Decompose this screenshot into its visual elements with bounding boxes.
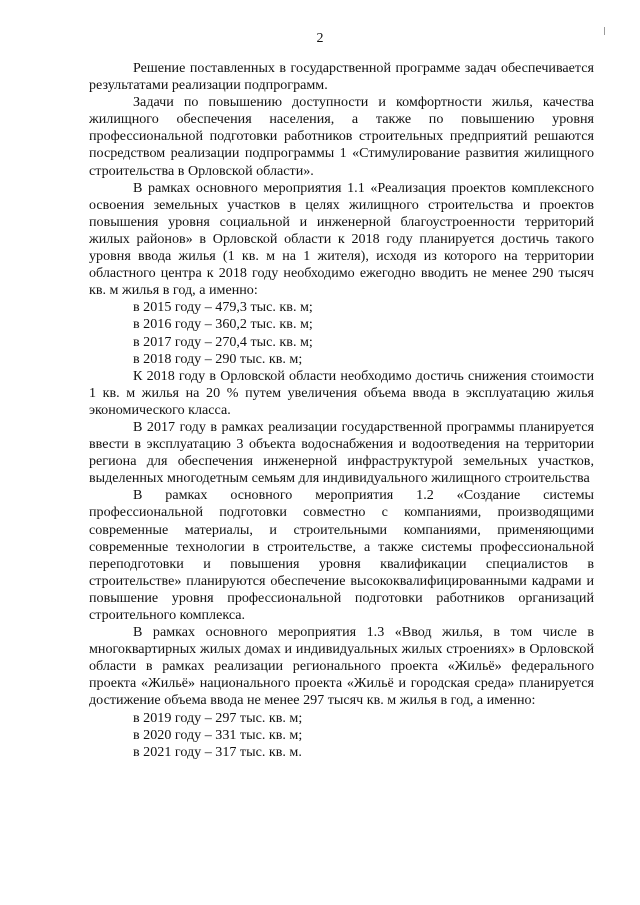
paragraph-water-facilities: В 2017 году в рамках реализации государственной программы планируется ввести в эксплуатацию 3 объекта водоснабжения и водоотведения на территории региона для обеспечения инженерной инфраструктурой земельных участков, выделенных многодетным семьям для индивидуального жилищного строительства: [89, 418, 594, 487]
list-item-2020: в 2020 году – 331 тыс. кв. м;: [133, 726, 303, 743]
paragraph-subprogram-1: Задачи по повышению доступности и комфортности жилья, качества жилищного обеспечения населения, а также по повышению уровня профессиональной подготовки работников строительных предприятий решаются посредством реализации подпрограммы 1 «Стимулирование развития жилищного строительства в Орловской области».: [89, 94, 594, 179]
document-body: [89, 60, 594, 761]
list-item-2016: в 2016 году – 360,2 тыс. кв. м;: [133, 316, 313, 333]
paragraph-measure-1-1: В рамках основного мероприятия 1.1 «Реализация проектов комплексного освоения земельных участков в целях жилищного строительства и проектов повышения уровня социальной и инженерной благоустроенности территорий жилых районов» в Орловской области к 2018 году планируется достичь такого уровня ввода жилья (1 кв. м на 1 жителя), исходя из которого на территории областного центра к 2018 году необходимо ежегодно вводить не менее 290 тысяч кв. м жилья в год, а именно:: [89, 179, 594, 299]
paragraph-measure-1-3: В рамках основного мероприятия 1.3 «Ввод жилья, в том числе в многоквартирных жилых домах и индивидуальных жилых строениях» в Орловской области в рамках реализации регионального проекта «Жильё» федерального проекта «Жильё» национального проекта «Жильё и городская среда» планируется достижение объема ввода не менее 297 тысяч кв. м жилья в год, а именно:: [89, 624, 594, 709]
paragraph-cost-reduction: К 2018 году в Орловской области необходимо достичь снижения стоимости 1 кв. м жилья на 20 % путем увеличения объема ввода в эксплуатацию жилья экономического класса.: [89, 367, 594, 418]
list-item-2021: в 2021 году – 317 тыс. кв. м.: [133, 743, 302, 760]
list-item-2017: в 2017 году – 270,4 тыс. кв. м;: [133, 333, 313, 350]
page-number: 2: [316, 31, 324, 46]
paragraph-results: Решение поставленных в государственной программе задач обеспечивается результатами реализации подпрограмм.: [89, 60, 594, 94]
list-item-2019: в 2019 году – 297 тыс. кв. м;: [133, 709, 303, 726]
list-item-2015: в 2015 году – 479,3 тыс. кв. м;: [133, 299, 313, 316]
list-item-2018: в 2018 году – 290 тыс. кв. м;: [133, 350, 303, 367]
scan-mark: [604, 27, 605, 35]
paragraph-measure-1-2: В рамках основного мероприятия 1.2 «Создание системы профессиональной подготовки совместно с компаниями, производящими современные материалы, и строительными компаниями, применяющими современные технологии в строительстве, а также системы профессиональной переподготовки и повышения уровня квалификации специалистов в строительстве» планируются обеспечение высококвалифицированными кадрами и повышение уровня профессиональной подготовки работников организаций строительного комплекса.: [89, 487, 594, 623]
